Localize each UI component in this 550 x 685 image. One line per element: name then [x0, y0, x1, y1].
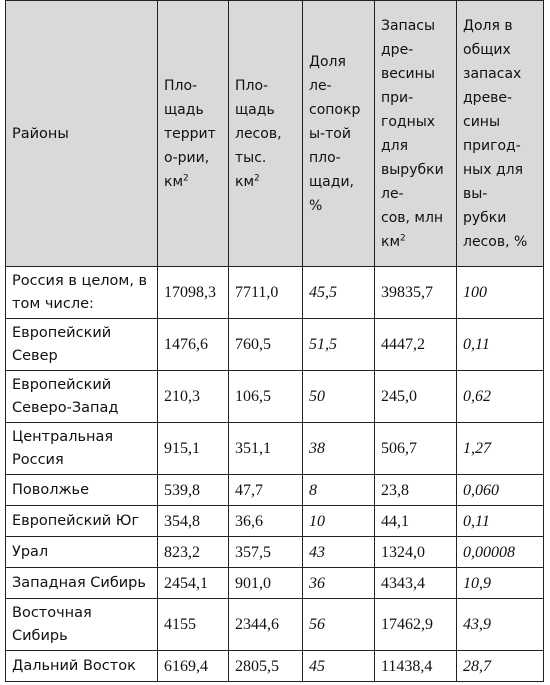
row-region: Урал [6, 537, 158, 568]
row-area: 4155 [158, 599, 229, 651]
row-reserves-share: 10,9 [457, 568, 544, 599]
row-reserves-share: 0,11 [457, 506, 544, 537]
row-area: 1476,6 [158, 319, 229, 371]
table-row [6, 475, 544, 506]
row-area: 823,2 [158, 537, 229, 568]
row-reserves: 39835,7 [375, 267, 457, 319]
row-area: 210,3 [158, 371, 229, 423]
row-forest-share: 45,5 [303, 267, 375, 319]
row-reserves-share: 1,27 [457, 423, 544, 475]
row-area: 17098,3 [158, 267, 229, 319]
row-reserves: 23,8 [375, 475, 457, 506]
row-area: 6169,4 [158, 651, 229, 682]
row-region: Дальний Восток [6, 651, 158, 682]
row-region: Поволжье [6, 475, 158, 506]
row-forest-area: 901,0 [229, 568, 303, 599]
row-area: 915,1 [158, 423, 229, 475]
row-reserves-share: 0,62 [457, 371, 544, 423]
row-region: Россия в целом, в том числе: [6, 267, 158, 319]
row-forest-area: 47,7 [229, 475, 303, 506]
row-region: Центральная Россия [6, 423, 158, 475]
row-reserves-share: 43,9 [457, 599, 544, 651]
row-forest-area: 2344,6 [229, 599, 303, 651]
row-region: Европейский Северо-Запад [6, 371, 158, 423]
row-forest-share: 43 [303, 537, 375, 568]
row-forest-area: 760,5 [229, 319, 303, 371]
table-row [6, 319, 544, 371]
table-row [6, 599, 544, 651]
header-reserves-share: Доля в общих запасах древе- сины пригод- ных для вы- рубки лесов, % [457, 1, 544, 267]
row-forest-share: 56 [303, 599, 375, 651]
forest-resources-table [5, 0, 544, 682]
row-area: 354,8 [158, 506, 229, 537]
row-forest-area: 2805,5 [229, 651, 303, 682]
row-forest-area: 36,6 [229, 506, 303, 537]
header-region: Районы [6, 1, 158, 267]
row-reserves-share: 0,11 [457, 319, 544, 371]
row-forest-share: 45 [303, 651, 375, 682]
header-forest-share: Доля ле- сопокр ы-той пло- щади, % [303, 1, 375, 267]
row-forest-share: 51,5 [303, 319, 375, 371]
header-area: Пло- щадь террит о-рии, $км^2$ [158, 1, 229, 267]
row-forest-share: 50 [303, 371, 375, 423]
table-row [6, 651, 544, 682]
row-area: 539,8 [158, 475, 229, 506]
table-row [6, 568, 544, 599]
row-reserves: 1324,0 [375, 537, 457, 568]
row-forest-area: 106,5 [229, 371, 303, 423]
table-row [6, 371, 544, 423]
header-timber-reserves: Запасы дре- весины при- годных для вырубки ле- сов, млн $км^2$ [375, 1, 457, 267]
row-reserves: 245,0 [375, 371, 457, 423]
row-area: 2454,1 [158, 568, 229, 599]
row-forest-area: 7711,0 [229, 267, 303, 319]
row-reserves: 4343,4 [375, 568, 457, 599]
table-row [6, 267, 544, 319]
table-row [6, 537, 544, 568]
row-region: Европейский Юг [6, 506, 158, 537]
row-forest-area: 351,1 [229, 423, 303, 475]
row-forest-share: 8 [303, 475, 375, 506]
row-reserves-share: 0,00008 [457, 537, 544, 568]
row-reserves: 44,1 [375, 506, 457, 537]
row-region: Восточная Сибирь [6, 599, 158, 651]
row-reserves: 4447,2 [375, 319, 457, 371]
row-reserves-share: 28,7 [457, 651, 544, 682]
row-forest-area: 357,5 [229, 537, 303, 568]
row-reserves: 11438,4 [375, 651, 457, 682]
row-region: Европейский Север [6, 319, 158, 371]
row-reserves: 506,7 [375, 423, 457, 475]
table-header-row [6, 1, 544, 267]
table-row [6, 506, 544, 537]
row-reserves: 17462,9 [375, 599, 457, 651]
row-forest-share: 36 [303, 568, 375, 599]
row-forest-share: 10 [303, 506, 375, 537]
header-forest-area: Пло- щадь лесов, тыс. $км^2$ [229, 1, 303, 267]
row-forest-share: 38 [303, 423, 375, 475]
row-region: Западная Сибирь [6, 568, 158, 599]
row-reserves-share: 100 [457, 267, 544, 319]
table-row [6, 423, 544, 475]
row-reserves-share: 0,060 [457, 475, 544, 506]
